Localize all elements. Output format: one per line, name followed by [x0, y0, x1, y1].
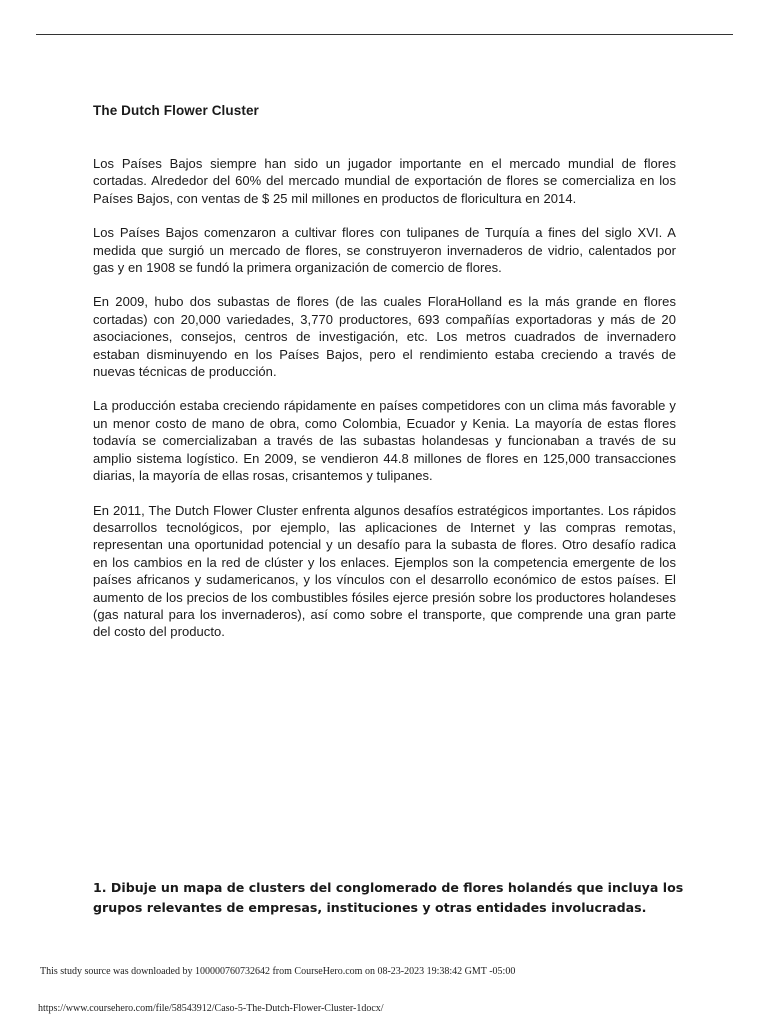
paragraph-intro: Los Países Bajos siempre han sido un jugador importante en el mercado mundial de flores cortadas. Alrededor del 60% del mercado mundial de exportación de flores se comercializa en los Países Bajos, con ventas de $ 25 mil millones en productos de floricultura en 2014. [93, 156, 676, 206]
top-divider [36, 34, 733, 35]
question-1: 1. Dibuje un mapa de clusters del conglomerado de flores holandés que incluya los grupos relevantes de empresas, instituciones y otras entidades involucradas. [93, 880, 684, 915]
paragraph-auctions: En 2009, hubo dos subastas de flores (de las cuales FloraHolland es la más grande en flores cortadas) con 20,000 variedades, 3,770 productores, 693 compañías exportadoras y más de 20 asociaciones, consejos, centros de investigación, etc. Los metros cuadrados de invernadero estaban disminuyendo en los Países Bajos, pero el rendimiento estaba creciendo a través de nuevas técnicas de producción. [93, 294, 676, 380]
source-url[interactable]: https://www.coursehero.com/file/58543912/Caso-5-The-Dutch-Flower-Cluster-1docx/ [38, 1003, 384, 1014]
paragraph-history: Los Países Bajos comenzaron a cultivar flores con tulipanes de Turquía a fines del siglo XVI. A medida que surgió un mercado de flores, se construyeron invernaderos de vidrio, calentados por gas y en 1908 se fundó la primera organización de comercio de flores. [93, 225, 676, 276]
document-title: The Dutch Flower Cluster [93, 103, 259, 118]
paragraph-challenges: En 2011, The Dutch Flower Cluster enfrenta algunos desafíos estratégicos importantes. Los rápidos desarrollos tecnológicos, por ejemplo, las aplicaciones de Internet y las compras remotas, representan una oportunidad potencial y un desafío para la subasta de flores. Otro desafío radica en los cambios en la red de clúster y los enlaces. Ejemplos son la competencia emergente de los países africanos y sudamericanos, y los vínculos con el desarrollo económico de estos países. El aumento de los precios de los combustibles fósiles ejerce presión sobre los productores holandeses (gas natural para los invernaderos), así como sobre el transporte, que comprende una gran parte del costo del producto. [93, 502, 676, 640]
document-body [93, 155, 676, 658]
paragraph-competition: La producción estaba creciendo rápidamente en países competidores con un clima más favorable y un menor costo de mano de obra, como Colombia, Ecuador y Kenia. La mayoría de estas flores todavía se comercializaban a través de las subastas holandesas y funcionaban a través de su amplio sistema logístico. En 2009, se vendieron 44.8 millones de flores en 125,000 transacciones diarias, la mayoría de ellas rosas, crisantemos y tulipanes. [93, 398, 676, 484]
download-notice: This study source was downloaded by 100000760732642 from CourseHero.com on 08-23-2023 19:38:42 GMT -05:00 [40, 966, 516, 977]
